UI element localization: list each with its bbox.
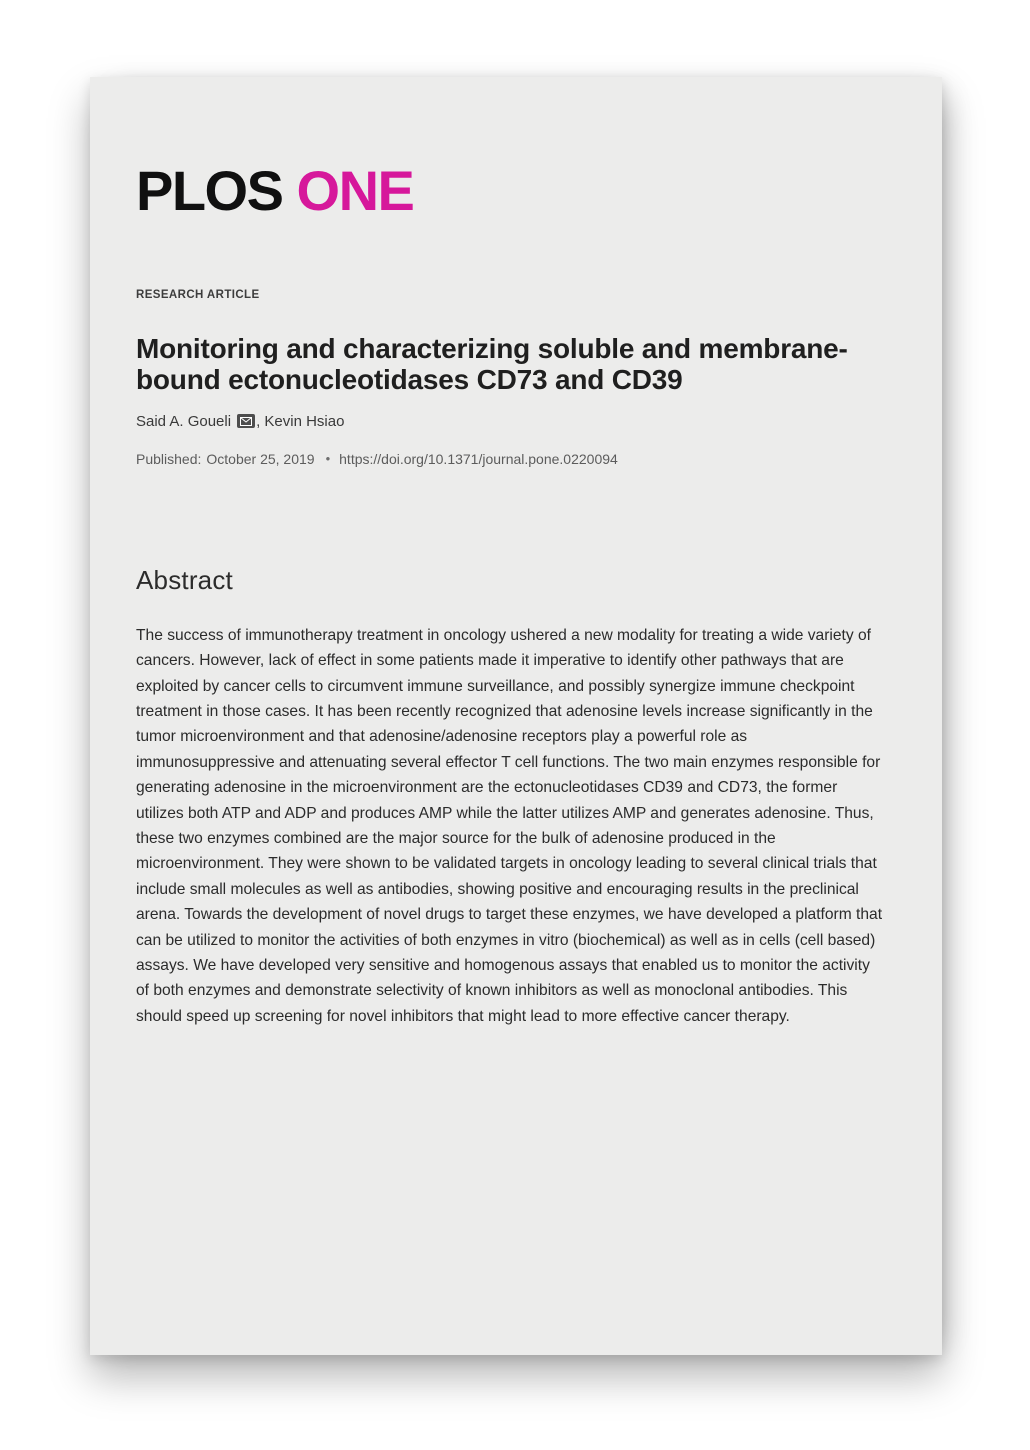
article-type-label: RESEARCH ARTICLE xyxy=(136,289,260,301)
abstract-heading: Abstract xyxy=(136,564,233,595)
corresponding-author-button[interactable] xyxy=(237,414,255,428)
author-2[interactable]: Kevin Hsiao xyxy=(264,412,345,430)
doi-link[interactable]: https://doi.org/10.1371/journal.pone.0220094 xyxy=(339,450,618,467)
published-date: October 25, 2019 xyxy=(206,450,315,467)
publication-info xyxy=(136,451,890,467)
article-page xyxy=(90,77,942,1355)
envelope-icon xyxy=(240,417,252,426)
abstract-text: The success of immunotherapy treatment in oncology ushered a new modality for treating a wide variety of cancers. However, lack of effect in some patients made it imperative to identify other pathways that are exploited by cancer cells to circumvent immune surveillance, and possibly synergize immune checkpoint treatment in those cases. It has been recently recognized that adenosine levels increase significantly in the tumor microenvironment and that adenosine/adenosine receptors play a powerful role as immunosuppressive and attenuating several effector T cell functions. The two main enzymes responsible for generating adenosine in the microenvironment are the ectonucleotidases CD39 and CD73, the former utilizes both ATP and ADP and produces AMP while the latter utilizes AMP and generates adenosine. Thus, these two enzymes combined are the major source for the bulk of adenosine produced in the microenvironment. They were shown to be validated targets in oncology leading to several clinical trials that include small molecules as well as antibodies, showing positive and encouraging results in the preclinical arena. Towards the development of novel drugs to target these enzymes, we have developed a platform that can be utilized to monitor the activities of both enzymes in vitro (biochemical) as well as in cells (cell based) assays. We have developed very sensitive and homogenous assays that enabled us to monitor the activity of both enzymes and demonstrate selectivity of known inhibitors as well as monoclonal antibodies. This should speed up screening for novel inhibitors that might lead to more effective cancer therapy. xyxy=(136,626,883,1025)
published-label: Published: xyxy=(136,450,202,467)
plos-one-logo xyxy=(136,159,890,222)
author-1[interactable]: Said A. Goueli xyxy=(136,412,232,430)
dot-separator: • xyxy=(325,451,331,467)
logo-plos-text: PLOS xyxy=(136,159,283,222)
logo-one-text: ONE xyxy=(296,159,414,222)
author-list xyxy=(136,413,890,430)
article-title: Monitoring and characterizing soluble and membrane-bound ectonucleotidases CD73 and CD39 xyxy=(136,333,848,396)
author-separator: , xyxy=(256,412,265,430)
